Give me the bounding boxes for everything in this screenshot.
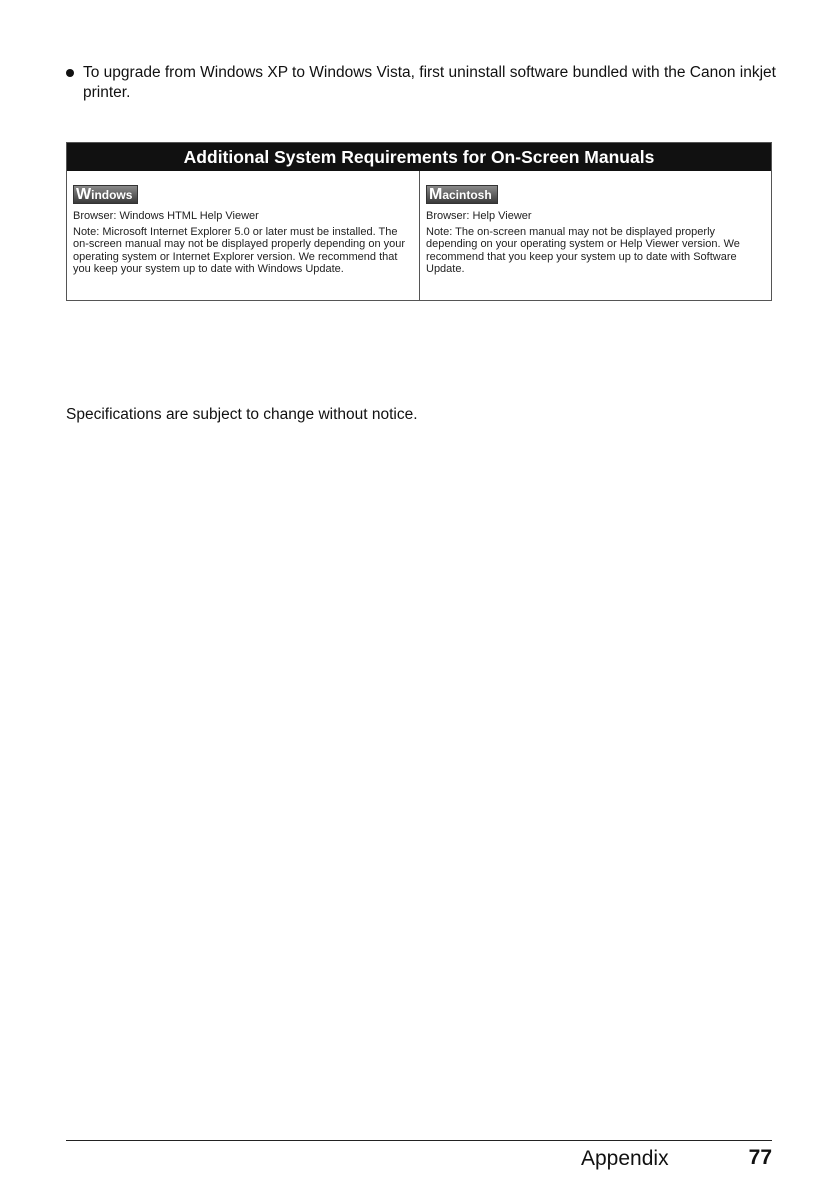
specifications-note: Specifications are subject to change without notice.: [66, 406, 418, 423]
macintosh-badge: [426, 185, 498, 204]
windows-browser: Browser: Windows HTML Help Viewer: [73, 210, 259, 222]
bullet-text: To upgrade from Windows XP to Windows Vista, first uninstall software bundled with the Canon inkjet printer.: [83, 64, 776, 101]
mac-browser: Browser: Help Viewer: [426, 210, 532, 222]
requirements-box: [66, 142, 772, 301]
footer-section-title: Appendix: [581, 1147, 669, 1170]
windows-note: Note: Microsoft Internet Explorer 5.0 or later must be installed. The on-screen manual may not be displayed properly depending on your operating system or Internet Explorer version. We recommend that you keep your system up to date with Windows Update.: [73, 225, 406, 276]
requirements-columns: [67, 171, 771, 300]
footer-divider: [66, 1140, 772, 1141]
windows-column: [67, 171, 419, 300]
bullet-item: [66, 63, 776, 103]
windows-badge: [73, 185, 138, 204]
windows-badge-initial: W: [76, 186, 92, 203]
requirements-title: Additional System Requirements for On-Screen Manuals: [67, 143, 771, 171]
mac-column: [419, 171, 771, 300]
bullet-dot-icon: [66, 69, 74, 77]
footer-page-number: 77: [748, 1146, 772, 1169]
macintosh-badge-rest: acintosh: [442, 188, 492, 202]
windows-badge-rest: indows: [91, 188, 133, 202]
macintosh-badge-initial: M: [429, 186, 443, 203]
mac-note: Note: The on-screen manual may not be displayed properly depending on your operating system or Help Viewer version. We recommend that you keep your system up to date with Software Update.: [426, 225, 740, 276]
